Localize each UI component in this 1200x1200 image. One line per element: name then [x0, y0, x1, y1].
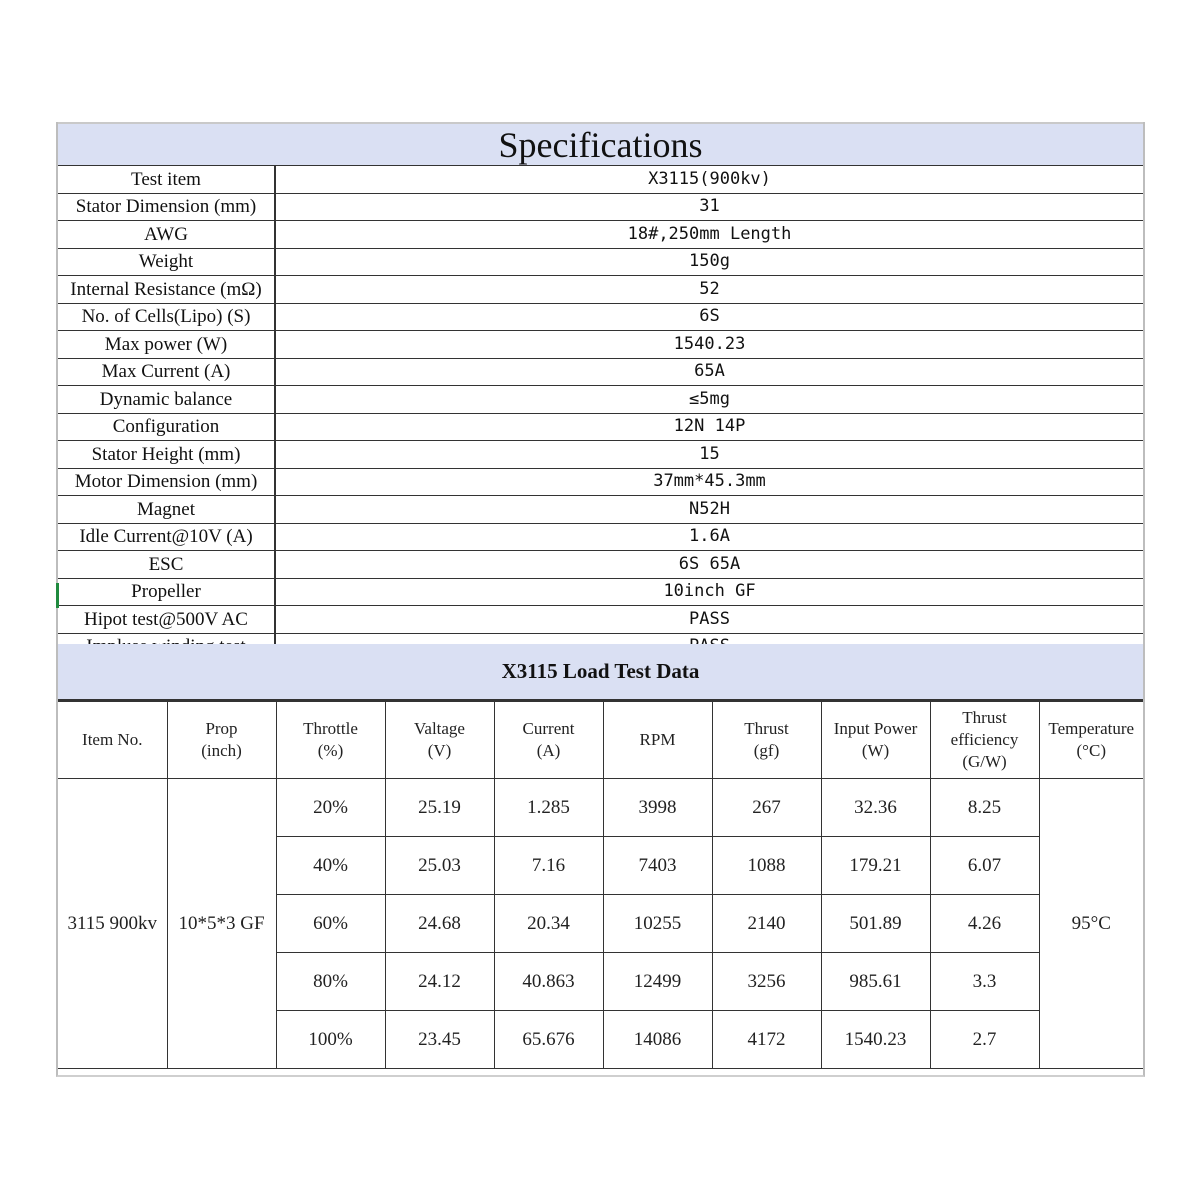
spec-label: Test item	[58, 166, 275, 193]
load-cell: 7.16	[494, 837, 603, 895]
spec-row	[58, 276, 1143, 304]
spec-value: 6S 65A	[275, 551, 1143, 579]
prop-cell: 10*5*3 GF	[167, 779, 276, 1069]
spec-label: Hipot test@500V AC	[58, 606, 275, 634]
load-cell: 20%	[276, 779, 385, 837]
spec-value: 12N 14P	[275, 413, 1143, 441]
load-header-cell	[385, 702, 494, 779]
header-line: (V)	[427, 741, 452, 760]
spec-value: 6S	[275, 303, 1143, 331]
spec-label: Stator Dimension (mm)	[58, 193, 275, 221]
load-cell: 3256	[712, 953, 821, 1011]
header-line: Thrust	[962, 708, 1007, 727]
load-cell: 10255	[603, 895, 712, 953]
header-line: Current	[522, 719, 575, 738]
spec-label: ESC	[58, 551, 275, 579]
spec-value: 18#,250mm Length	[275, 221, 1143, 249]
spec-row	[58, 441, 1143, 469]
spec-row	[58, 496, 1143, 524]
spec-row	[58, 523, 1143, 551]
spec-row	[58, 468, 1143, 496]
load-cell: 501.89	[821, 895, 930, 953]
spec-label: Magnet	[58, 496, 275, 524]
spec-value: 10inch GF	[275, 578, 1143, 606]
spec-value: X3115(900kv)	[275, 166, 1143, 193]
load-cell: 24.68	[385, 895, 494, 953]
spec-value: 150g	[275, 248, 1143, 276]
load-cell: 20.34	[494, 895, 603, 953]
load-test-table	[58, 701, 1143, 1069]
load-cell: 12499	[603, 953, 712, 1011]
spec-label: AWG	[58, 221, 275, 249]
load-header-cell	[930, 702, 1039, 779]
header-line: Valtage	[414, 719, 465, 738]
spec-value: 1540.23	[275, 331, 1143, 359]
load-cell: 179.21	[821, 837, 930, 895]
load-header-cell	[1039, 702, 1143, 779]
spec-row	[58, 551, 1143, 579]
spec-value: ≤5mg	[275, 386, 1143, 414]
load-header-cell	[712, 702, 821, 779]
load-header-cell	[603, 702, 712, 779]
load-cell: 985.61	[821, 953, 930, 1011]
header-line: (%)	[317, 741, 344, 760]
spec-row	[58, 193, 1143, 221]
load-cell: 4.26	[930, 895, 1039, 953]
spec-row	[58, 413, 1143, 441]
load-cell: 14086	[603, 1011, 712, 1069]
load-header-cell	[167, 702, 276, 779]
header-line: Prop	[205, 719, 238, 738]
load-header-cell	[821, 702, 930, 779]
load-cell: 2.7	[930, 1011, 1039, 1069]
spec-row	[58, 606, 1143, 634]
load-cell: 6.07	[930, 837, 1039, 895]
load-cell: 23.45	[385, 1011, 494, 1069]
spec-label: Dynamic balance	[58, 386, 275, 414]
header-line: Input Power	[833, 719, 918, 738]
specifications-title: Specifications	[58, 122, 1143, 166]
header-line: Temperature	[1048, 719, 1135, 738]
item-no-cell: 3115 900kv	[58, 779, 167, 1069]
header-line: (W)	[861, 741, 890, 760]
load-cell: 3.3	[930, 953, 1039, 1011]
load-cell: 2140	[712, 895, 821, 953]
spec-label: Max Current (A)	[58, 358, 275, 386]
header-line: efficiency	[950, 730, 1019, 749]
spec-label: Stator Height (mm)	[58, 441, 275, 469]
spec-label: Motor Dimension (mm)	[58, 468, 275, 496]
spec-label: Internal Resistance (mΩ)	[58, 276, 275, 304]
load-header-cell	[494, 702, 603, 779]
load-cell: 1088	[712, 837, 821, 895]
spec-row	[58, 331, 1143, 359]
load-cell: 40%	[276, 837, 385, 895]
load-cell: 3998	[603, 779, 712, 837]
load-cell: 7403	[603, 837, 712, 895]
spec-value: 31	[275, 193, 1143, 221]
spec-label: Propeller	[58, 578, 275, 606]
temperature-cell: 95°C	[1039, 779, 1143, 1069]
load-row	[58, 779, 1143, 837]
spec-label: Weight	[58, 248, 275, 276]
load-cell: 32.36	[821, 779, 930, 837]
spec-value: 1.6A	[275, 523, 1143, 551]
header-line: (A)	[536, 741, 561, 760]
spec-row	[58, 578, 1143, 606]
specifications-table	[58, 166, 1143, 661]
spec-value: 15	[275, 441, 1143, 469]
header-line: Item No.	[82, 730, 143, 749]
load-cell: 100%	[276, 1011, 385, 1069]
load-cell: 1.285	[494, 779, 603, 837]
spec-row	[58, 358, 1143, 386]
load-cell: 25.19	[385, 779, 494, 837]
header-line: Throttle	[303, 719, 358, 738]
load-cell: 8.25	[930, 779, 1039, 837]
spec-value: 37mm*45.3mm	[275, 468, 1143, 496]
spec-row	[58, 248, 1143, 276]
load-cell: 60%	[276, 895, 385, 953]
load-cell: 40.863	[494, 953, 603, 1011]
spec-value: PASS	[275, 606, 1143, 634]
spec-label: Idle Current@10V (A)	[58, 523, 275, 551]
load-cell: 24.12	[385, 953, 494, 1011]
row-marker	[56, 583, 59, 608]
header-line: (G/W)	[962, 752, 1007, 771]
header-line: (inch)	[201, 741, 242, 760]
load-header-cell	[276, 702, 385, 779]
spec-sheet	[56, 122, 1145, 1077]
header-line: (°C)	[1076, 741, 1106, 760]
load-test-title: X3115 Load Test Data	[58, 644, 1143, 701]
load-cell: 267	[712, 779, 821, 837]
load-cell: 25.03	[385, 837, 494, 895]
load-cell: 1540.23	[821, 1011, 930, 1069]
header-line: (gf)	[753, 741, 780, 760]
header-line: RPM	[639, 730, 676, 749]
spec-row	[58, 166, 1143, 193]
spec-value: N52H	[275, 496, 1143, 524]
spec-row	[58, 386, 1143, 414]
load-header-cell	[58, 702, 167, 779]
spec-value: 65A	[275, 358, 1143, 386]
spec-row	[58, 303, 1143, 331]
load-cell: 65.676	[494, 1011, 603, 1069]
load-cell: 4172	[712, 1011, 821, 1069]
spec-label: Max power (W)	[58, 331, 275, 359]
load-cell: 80%	[276, 953, 385, 1011]
spec-row	[58, 221, 1143, 249]
header-line: Thrust	[744, 719, 789, 738]
spec-value: 52	[275, 276, 1143, 304]
spec-label: Configuration	[58, 413, 275, 441]
spec-label: No. of Cells(Lipo) (S)	[58, 303, 275, 331]
